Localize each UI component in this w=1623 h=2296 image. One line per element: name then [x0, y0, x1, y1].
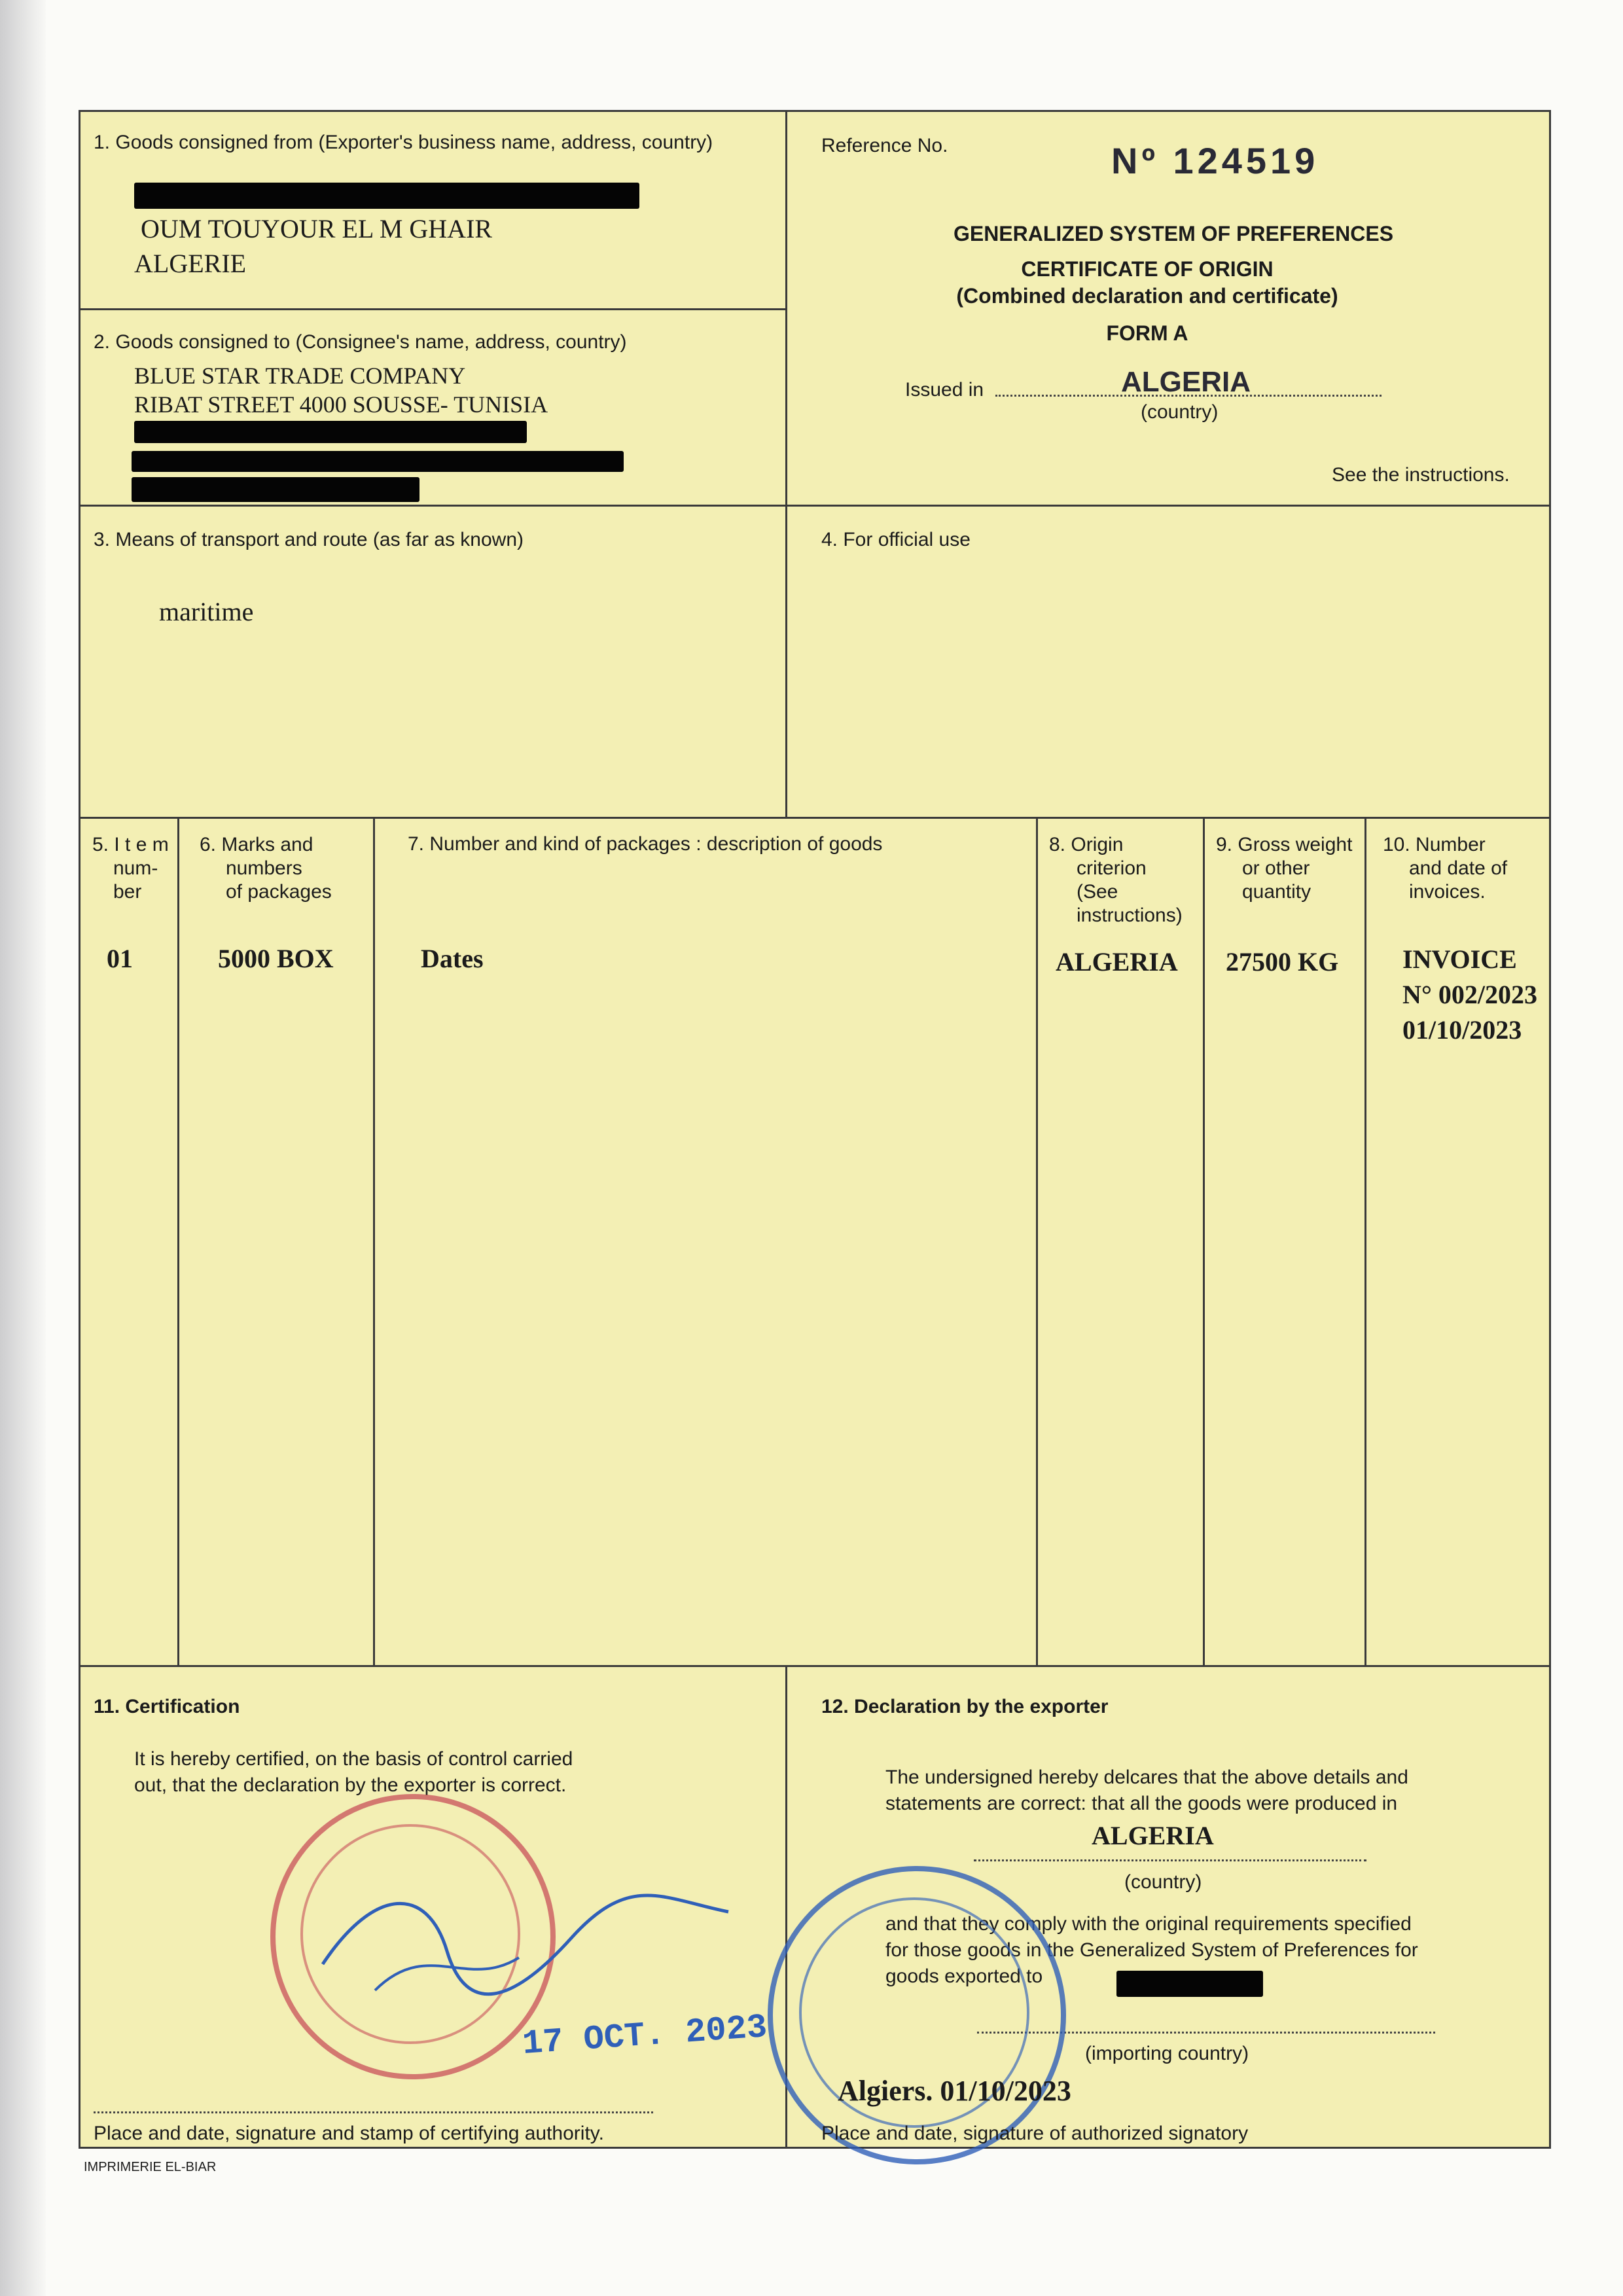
origin-value: ALGERIA [1056, 947, 1178, 977]
invoice-value: INVOICE N° 002/2023 01/10/2023 [1402, 944, 1537, 1045]
redaction-bar [132, 477, 419, 502]
reference-label: Reference No. [821, 135, 948, 156]
declaration-text-5: goods exported to [885, 1965, 1043, 1987]
certifier-signature-line [94, 2111, 653, 2113]
exporter-name: OUM TOUYOUR EL M GHAIR [141, 214, 493, 243]
see-instructions: See the instructions. [1332, 464, 1510, 486]
redaction-bar [134, 183, 639, 209]
col8-header: 8. Origin criterion (See instructions) [1049, 834, 1183, 926]
transport-value: maritime [159, 597, 254, 626]
reference-number: Nº 124519 [1111, 140, 1319, 181]
declaration-text-3: and that they comply with the original requirements specified [885, 1913, 1412, 1935]
box11-label: 11. Certification [94, 1696, 240, 1717]
col6-header: 6. Marks and numbers of packages [200, 834, 332, 903]
certification-text-1: It is hereby certified, on the basis of control carried [134, 1748, 573, 1770]
certificate-form [79, 110, 1551, 2149]
produced-in-country: ALGERIA [1092, 1821, 1214, 1850]
issued-in-label: Issued in [905, 379, 984, 401]
divider-top-goods [80, 817, 1549, 819]
col7-header: 7. Number and kind of packages : description of goods [408, 833, 883, 855]
divider-vertical-top [785, 112, 787, 817]
title-gsp: GENERALIZED SYSTEM OF PREFERENCES [953, 222, 1394, 245]
export-company-stamp [768, 1866, 1066, 2164]
item-number: 01 [107, 944, 133, 973]
box12-label: 12. Declaration by the exporter [821, 1696, 1109, 1717]
col9-header: 9. Gross weight or other quantity [1216, 834, 1353, 903]
divider-box2-box3 [80, 505, 1549, 507]
weight-value: 27500 KG [1226, 947, 1339, 977]
title-certificate: CERTIFICATE OF ORIGIN [1021, 257, 1274, 281]
title-combined: (Combined declaration and certificate) [956, 284, 1338, 308]
title-form: FORM A [1106, 321, 1188, 345]
issued-in-country: ALGERIA [1121, 366, 1251, 398]
box4-label: 4. For official use [821, 529, 971, 550]
box2-label: 2. Goods consigned to (Consignee's name, address, country) [94, 331, 627, 353]
divider-col8 [1203, 817, 1205, 1665]
produced-in-line [974, 1859, 1366, 1861]
exporter-country: ALGERIE [134, 249, 247, 278]
produced-country-caption: (country) [1124, 1871, 1202, 1893]
divider-box1-box2 [80, 308, 785, 310]
marks-value: 5000 BOX [218, 944, 334, 973]
redaction-bar [134, 421, 527, 443]
declaration-text-2: statements are correct: that all the goods were produced in [885, 1793, 1398, 1814]
importing-country-caption: (importing country) [1085, 2043, 1249, 2064]
redaction-bar [1116, 1971, 1263, 1997]
box12-footer: Place and date, signature of authorized signatory [821, 2123, 1249, 2144]
certification-text-2: out, that the declaration by the exporter is correct. [134, 1774, 567, 1796]
divider-col9 [1364, 817, 1366, 1665]
exporter-place-date: Algiers. 01/10/2023 [838, 2075, 1071, 2107]
box11-footer: Place and date, signature and stamp of certifying authority. [94, 2123, 604, 2144]
declaration-text-4: for those goods in the Generalized System of Preferences for [885, 1939, 1418, 1961]
divider-goods-bottom [80, 1665, 1549, 1667]
goods-description: Dates [421, 944, 484, 973]
declaration-text-1: The undersigned hereby delcares that the above details and [885, 1767, 1408, 1788]
issued-country-caption: (country) [1141, 401, 1219, 423]
divider-col6 [373, 817, 375, 1665]
certification-stamp-date: 17 OCT. 2023 [521, 2008, 769, 2064]
certifier-signature [296, 1859, 755, 2030]
printer-name: IMPRIMERIE EL-BIAR [84, 2160, 217, 2174]
col5-header: 5. I t e m num- ber [92, 834, 169, 903]
box3-label: 3. Means of transport and route (as far as known) [94, 529, 524, 550]
consignee-name: BLUE STAR TRADE COMPANY [134, 363, 466, 389]
redaction-bar [132, 451, 624, 472]
divider-col5 [177, 817, 179, 1665]
consignee-address: RIBAT STREET 4000 SOUSSE- TUNISIA [134, 391, 548, 418]
box1-label: 1. Goods consigned from (Exporter's business name, address, country) [94, 132, 713, 153]
col10-header: 10. Number and date of invoices. [1383, 834, 1508, 903]
divider-col7 [1036, 817, 1038, 1665]
scan-edge-shadow [0, 0, 46, 2296]
